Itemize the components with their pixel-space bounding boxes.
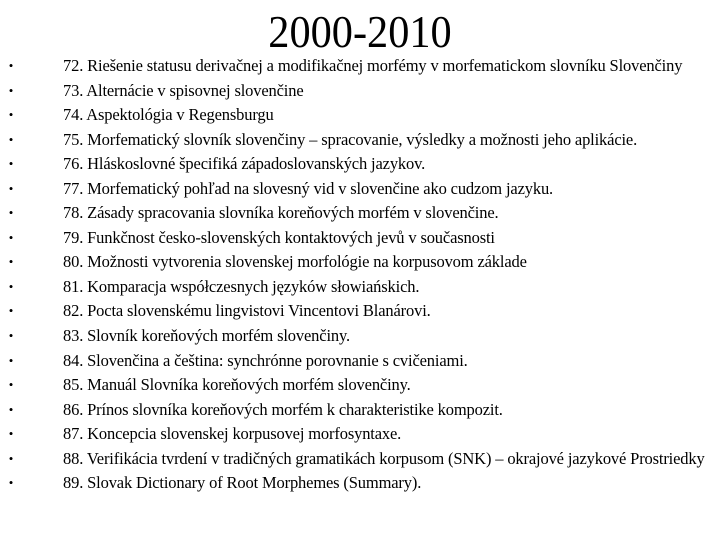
list-item — [0, 54, 720, 79]
list-item-text: 82. Pocta slovenskému lingvistovi Vincentovi Blanárovi. — [63, 301, 431, 321]
slide-title: 2000-2010 — [268, 6, 452, 57]
list-item-text: 77. Morfematický pohľad na slovesný vid v slovenčine ako cudzom jazyku. — [63, 178, 554, 198]
list-item-text: 87. Koncepcia slovenskej korpusovej morfosyntaxe. — [63, 424, 402, 444]
list-item — [0, 447, 720, 472]
bullet-icon: • — [8, 229, 14, 245]
bullet-icon: • — [8, 377, 14, 393]
bullet-icon: • — [8, 352, 14, 368]
list-item — [0, 422, 720, 447]
bullet-icon: • — [8, 426, 14, 442]
list-item — [0, 324, 720, 349]
list-item — [0, 103, 720, 128]
list-item-text: 86. Prínos slovníka koreňových morfém k charakteristike kompozit. — [63, 399, 503, 419]
bullet-icon: • — [8, 401, 14, 417]
list-item-text: 72. Riešenie statusu derivačnej a modifikačnej morfémy v morfematickom slovníku Slovenčiny — [63, 56, 683, 75]
publication-list — [0, 54, 720, 496]
list-item-text: 75. Morfematický slovník slovenčiny – spracovanie, výsledky a možnosti jeho aplikácie. — [63, 129, 638, 149]
list-item — [0, 349, 720, 374]
list-item-text: 84. Slovenčina a čeština: synchrónne porovnanie s cvičeniami. — [63, 350, 468, 370]
list-item-text: 76. Hláskoslovné špecifiká západoslovanských jazykov. — [63, 154, 426, 174]
bullet-icon: • — [8, 278, 14, 294]
list-item-text: 89. Slovak Dictionary of Root Morphemes (Summary). — [63, 473, 422, 493]
bullet-icon: • — [8, 205, 14, 221]
bullet-icon: • — [8, 58, 14, 73]
bullet-icon: • — [8, 254, 14, 270]
list-item — [0, 152, 720, 177]
list-item-text: 83. Slovník koreňových morfém slovenčiny. — [63, 326, 350, 346]
list-item-text: 85. Manuál Slovníka koreňových morfém slovenčiny. — [63, 375, 411, 395]
list-item — [0, 201, 720, 226]
bullet-icon: • — [8, 82, 14, 98]
list-item — [0, 177, 720, 202]
list-item-text: 78. Zásady spracovania slovníka koreňových morfém v slovenčine. — [63, 203, 499, 223]
list-item — [0, 128, 720, 153]
list-item-text: 79. Funkčnost česko-slovenských kontaktových jevů v současnosti — [63, 227, 495, 247]
bullet-icon: • — [8, 475, 14, 491]
list-item — [0, 299, 720, 324]
list-item — [0, 79, 720, 104]
bullet-icon: • — [8, 131, 14, 147]
list-item-text: 74. Aspektológia v Regensburgu — [63, 105, 274, 125]
list-item-text: 73. Alternácie v spisovnej slovenčine — [63, 80, 304, 100]
list-item-text: 80. Možnosti vytvorenia slovenskej morfológie na korpusovom základe — [63, 252, 527, 272]
bullet-icon: • — [8, 450, 14, 466]
bullet-icon: • — [8, 328, 14, 344]
list-item — [0, 226, 720, 251]
list-item — [0, 250, 720, 275]
list-item — [0, 373, 720, 398]
list-item — [0, 398, 720, 423]
bullet-icon: • — [8, 180, 14, 196]
list-item — [0, 275, 720, 300]
list-item-text: 88. Verifikácia tvrdení v tradičných gramatikách korpusom (SNK) – okrajové jazykové Prostriedky — [63, 448, 705, 468]
list-item — [0, 471, 720, 496]
bullet-icon: • — [8, 107, 14, 123]
bullet-icon: • — [8, 303, 14, 319]
list-item-text: 81. Komparacja współczesnych języków słowiańskich. — [63, 276, 420, 296]
bullet-icon: • — [8, 156, 14, 172]
